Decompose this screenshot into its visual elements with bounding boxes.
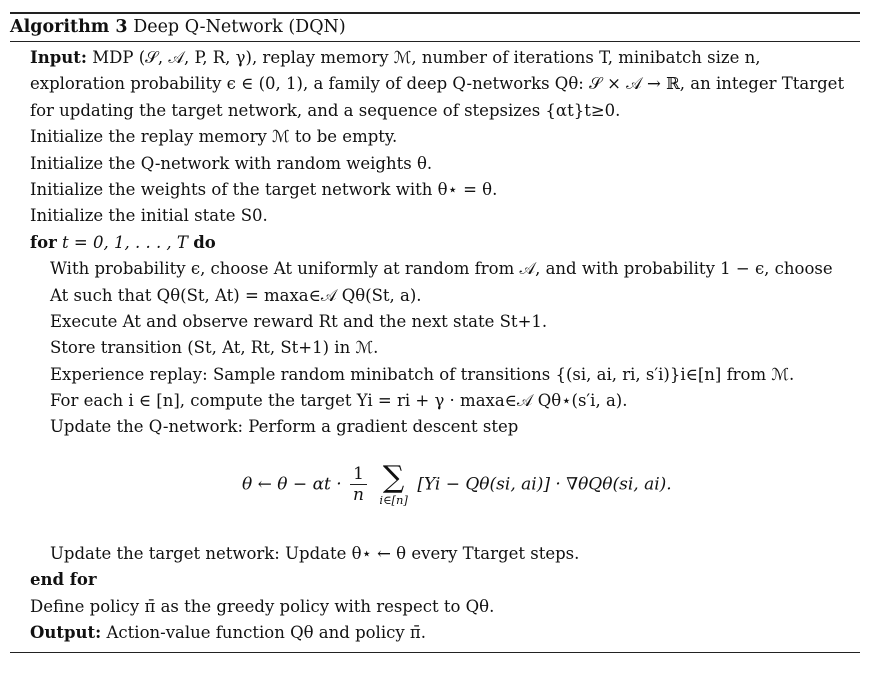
do-keyword: do bbox=[193, 232, 216, 252]
loop-text-4: Experience replay: Sample random minibatch of transitions {(si, ai, ri, s′i)}i∈[n] from ℳ. bbox=[50, 364, 795, 384]
input-text-3: for updating the target network, and a sequence of stepsizes {αt}t≥0. bbox=[30, 100, 621, 120]
loop-text-1b: At such that Qθ(St, At) = maxa∈𝒜 Qθ(St, a). bbox=[50, 285, 422, 305]
loop-text-5: For each i ∈ [n], compute the target Yi = ri + γ · maxa∈𝒜 Qθ⋆(s′i, a). bbox=[50, 391, 628, 411]
loop-text-3: Store transition (St, At, Rt, St+1) in ℳ. bbox=[50, 338, 379, 358]
update-equation bbox=[10, 441, 860, 541]
equation-left: θ ← θ − αt · bbox=[242, 474, 342, 495]
loop-text-6: Update the Q-network: Perform a gradient descent step bbox=[50, 417, 519, 437]
loop-line-3 bbox=[10, 335, 860, 361]
loop-line-7 bbox=[10, 541, 860, 567]
input-line-2 bbox=[10, 71, 860, 97]
init-line-2 bbox=[10, 151, 860, 177]
output-text: Action-value function Qθ and policy π̄. bbox=[106, 623, 427, 643]
algorithm-title bbox=[10, 14, 860, 41]
define-line bbox=[10, 594, 860, 620]
algorithm-body bbox=[10, 42, 860, 646]
algorithm-name: Deep Q-Network (DQN) bbox=[133, 17, 346, 37]
loop-line-6 bbox=[10, 414, 860, 440]
init-text-3: Initialize the weights of the target network with θ⋆ = θ. bbox=[30, 179, 498, 199]
init-text-2: Initialize the Q-network with random weights θ. bbox=[30, 153, 433, 173]
output-line bbox=[10, 620, 860, 646]
input-text-2: exploration probability ϵ ∈ (0, 1), a family of deep Q-networks Qθ: 𝒮 × 𝒜 → ℝ, an integer Ttarget bbox=[30, 74, 845, 94]
for-keyword: for bbox=[30, 232, 57, 252]
endfor-keyword: end for bbox=[30, 570, 97, 590]
input-text-1: MDP (𝒮, 𝒜, P, R, γ), replay memory ℳ, number of iterations T, minibatch size n, bbox=[92, 48, 761, 67]
input-keyword: Input: bbox=[30, 48, 87, 67]
fraction-denominator: n bbox=[353, 485, 364, 506]
loop-line-1b bbox=[10, 283, 860, 309]
init-line-4 bbox=[10, 203, 860, 229]
fraction-numerator: 1 bbox=[350, 464, 367, 485]
output-keyword: Output: bbox=[30, 623, 102, 643]
loop-line-2 bbox=[10, 309, 860, 335]
loop-line-1a bbox=[10, 256, 860, 282]
init-text-1: Initialize the replay memory ℳ to be empty. bbox=[30, 127, 398, 147]
loop-text-1a: With probability ϵ, choose At uniformly at random from 𝒜, and with probability 1 − ϵ, choose bbox=[50, 259, 833, 279]
bottom-rule bbox=[10, 652, 860, 653]
algorithm-label: Algorithm 3 bbox=[10, 17, 128, 37]
sum-limit: i∈[n] bbox=[379, 492, 408, 507]
init-text-4: Initialize the initial state S0. bbox=[30, 206, 268, 226]
loop-text-2: Execute At and observe reward Rt and the next state St+1. bbox=[50, 311, 548, 331]
loop-line-4 bbox=[10, 362, 860, 388]
input-line-3 bbox=[10, 98, 860, 124]
equation-summation bbox=[379, 459, 408, 507]
input-line-1 bbox=[10, 45, 860, 71]
loop-line-5 bbox=[10, 388, 860, 414]
for-expression: t = 0, 1, . . . , T bbox=[62, 232, 188, 252]
loop-text-7: Update the target network: Update θ⋆ ← θ every Ttarget steps. bbox=[50, 543, 580, 563]
equation-row bbox=[242, 459, 672, 507]
equation-right: [Yi − Qθ(si, ai)] · ∇θQθ(si, ai). bbox=[417, 474, 672, 495]
algorithm-box bbox=[10, 12, 860, 653]
endfor-line bbox=[10, 567, 860, 593]
define-text: Define policy π̄ as the greedy policy with respect to Qθ. bbox=[30, 596, 495, 616]
init-line-1 bbox=[10, 124, 860, 150]
equation-fraction bbox=[350, 464, 367, 505]
for-line bbox=[10, 230, 860, 256]
sum-symbol: ∑ bbox=[382, 459, 405, 495]
init-line-3 bbox=[10, 177, 860, 203]
